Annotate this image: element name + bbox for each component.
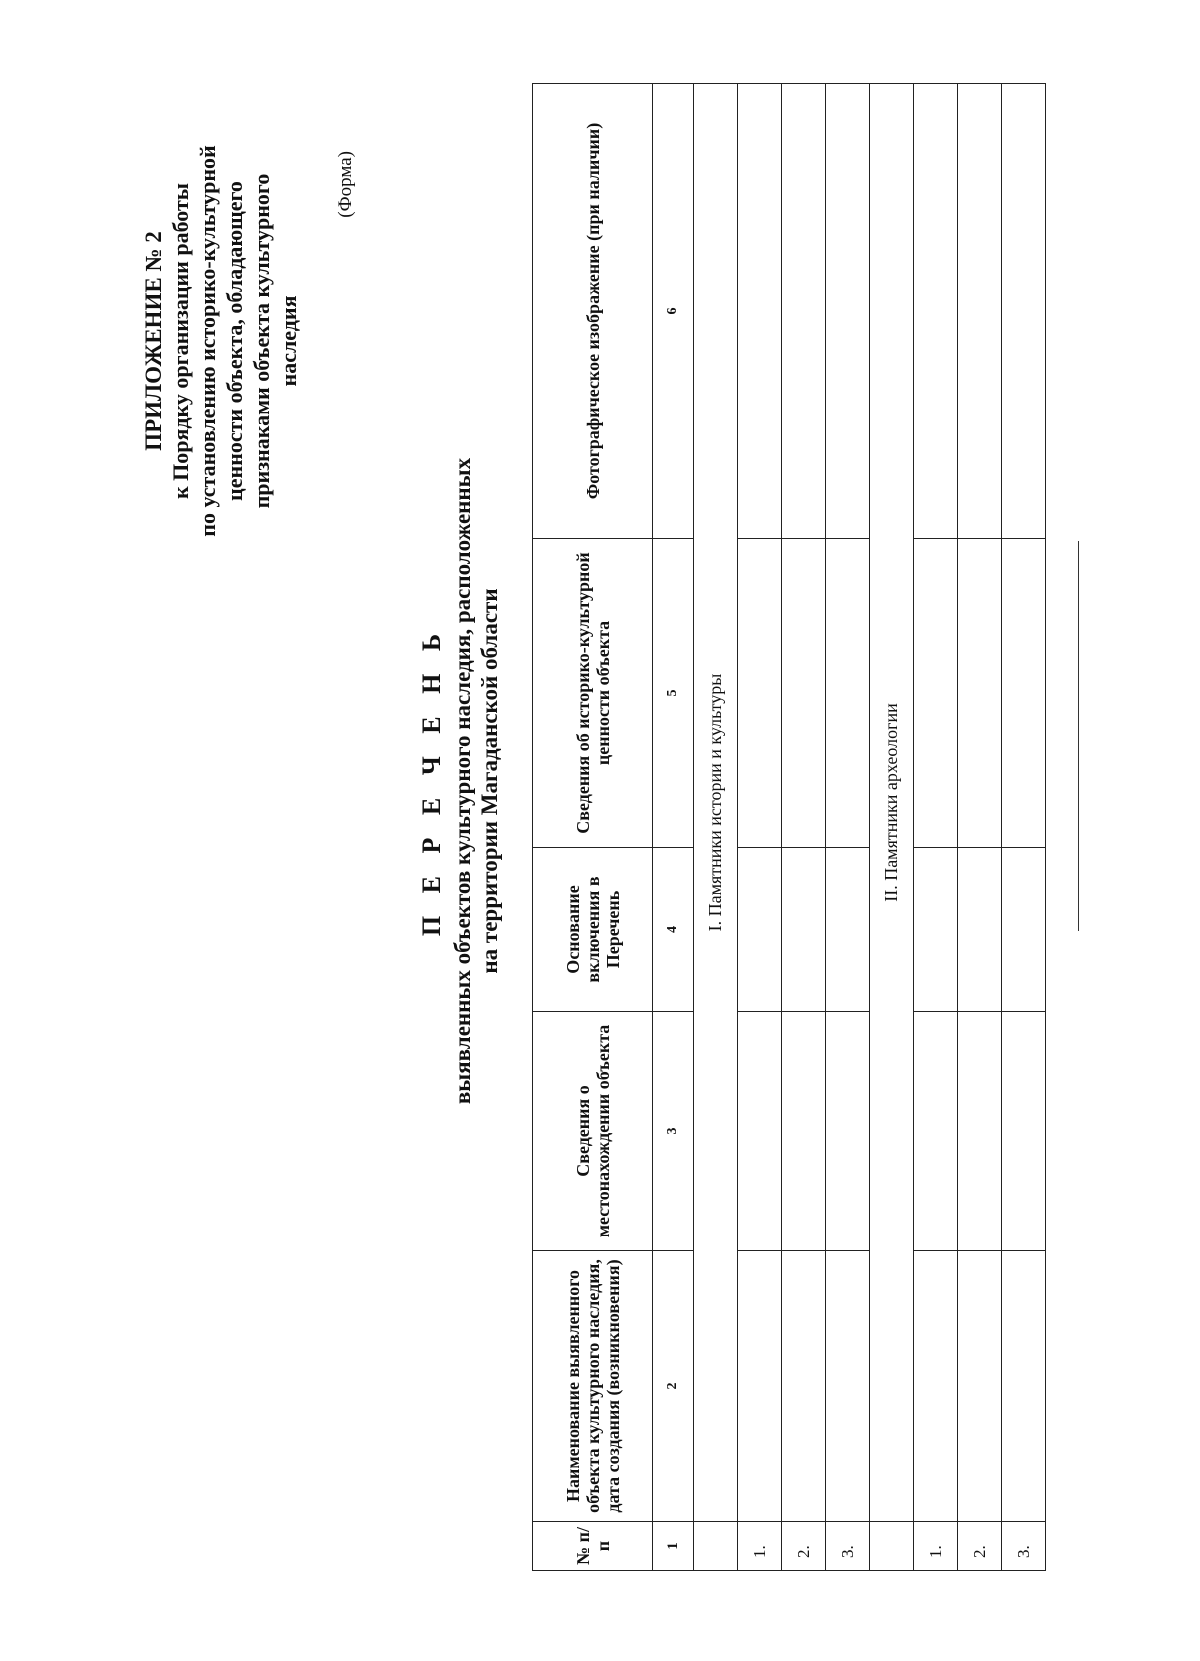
section-title: II. Памятники археологии (870, 84, 914, 1522)
table-cell[interactable] (826, 84, 870, 539)
table-cell[interactable] (782, 84, 826, 539)
appendix-line: ценности объекта, обладающего (222, 181, 247, 501)
table-cell[interactable] (1002, 84, 1046, 539)
table-row (958, 84, 1002, 1571)
table-cell[interactable] (958, 1251, 1002, 1522)
header-value: Сведения об историко-культурной ценности объекта (533, 539, 653, 848)
row-number: 3. (826, 1522, 870, 1571)
table-cell[interactable] (826, 1012, 870, 1251)
form-note: (Форма) (335, 151, 356, 218)
table-cell[interactable] (914, 84, 958, 539)
section-number-cell (694, 1522, 738, 1571)
table-cell[interactable] (958, 539, 1002, 848)
column-number-row (653, 84, 694, 1571)
appendix-line: по установлению историко-культурной (195, 145, 220, 537)
column-number: 5 (653, 539, 694, 848)
heritage-objects-table (532, 83, 1046, 1571)
table-cell[interactable] (958, 84, 1002, 539)
appendix-line: признаками объекта культурного (249, 173, 274, 509)
table-cell[interactable] (782, 539, 826, 848)
table-cell[interactable] (1002, 1251, 1046, 1522)
table-cell[interactable] (1002, 539, 1046, 848)
heading-word: П Е Р Е Ч Е Н Ь (417, 625, 446, 937)
column-number: 2 (653, 1251, 694, 1522)
column-number: 1 (653, 1522, 694, 1571)
table-cell[interactable] (826, 539, 870, 848)
table-header-row (533, 84, 653, 1571)
table-cell[interactable] (782, 848, 826, 1012)
column-number: 6 (653, 84, 694, 539)
table-row (782, 84, 826, 1571)
table-cell[interactable] (738, 1012, 782, 1251)
header-photo: Фотографическое изображение (при наличии) (533, 84, 653, 539)
column-number: 4 (653, 848, 694, 1012)
table-row (914, 84, 958, 1571)
heading-line-1: выявленных объектов культурного наследия, расположенных (450, 457, 475, 1105)
appendix-title: ПРИЛОЖЕНИЕ № 2 (141, 231, 166, 451)
header-number: № п/п (533, 1522, 653, 1571)
table-cell[interactable] (782, 1251, 826, 1522)
table-cell[interactable] (738, 539, 782, 848)
table-cell[interactable] (958, 1012, 1002, 1251)
document-heading (415, 231, 503, 1331)
table-row (1002, 84, 1046, 1571)
table-cell[interactable] (826, 1251, 870, 1522)
table-cell[interactable] (914, 1012, 958, 1251)
row-number: 2. (782, 1522, 826, 1571)
row-number: 2. (958, 1522, 1002, 1571)
footer-divider (1078, 541, 1079, 931)
row-number: 1. (738, 1522, 782, 1571)
table-cell[interactable] (914, 539, 958, 848)
table-cell[interactable] (914, 848, 958, 1012)
table-cell[interactable] (738, 84, 782, 539)
header-basis: Основание включения в Перечень (533, 848, 653, 1012)
header-location: Сведения о местонахождении объекта (533, 1012, 653, 1251)
table-cell[interactable] (1002, 1012, 1046, 1251)
table-cell[interactable] (738, 1251, 782, 1522)
row-number: 3. (1002, 1522, 1046, 1571)
appendix-line: наследия (276, 295, 301, 387)
section-title: I. Памятники истории и культуры (694, 84, 738, 1522)
heading-line-2: на территории Магаданской области (477, 588, 502, 974)
table-cell[interactable] (958, 848, 1002, 1012)
table-cell[interactable] (826, 848, 870, 1012)
section-row (870, 84, 914, 1571)
table-cell[interactable] (738, 848, 782, 1012)
appendix-line: к Порядку организации работы (168, 183, 193, 500)
section-row (694, 84, 738, 1571)
table-row (826, 84, 870, 1571)
row-number: 1. (914, 1522, 958, 1571)
table-cell[interactable] (782, 1012, 826, 1251)
table-cell[interactable] (914, 1251, 958, 1522)
section-number-cell (870, 1522, 914, 1571)
header-name: Наименование выявленного объекта культурного наследия, дата создания (возникновения) (533, 1251, 653, 1522)
table-cell[interactable] (1002, 848, 1046, 1012)
column-number: 3 (653, 1012, 694, 1251)
appendix-header (140, 121, 302, 561)
table-row (738, 84, 782, 1571)
